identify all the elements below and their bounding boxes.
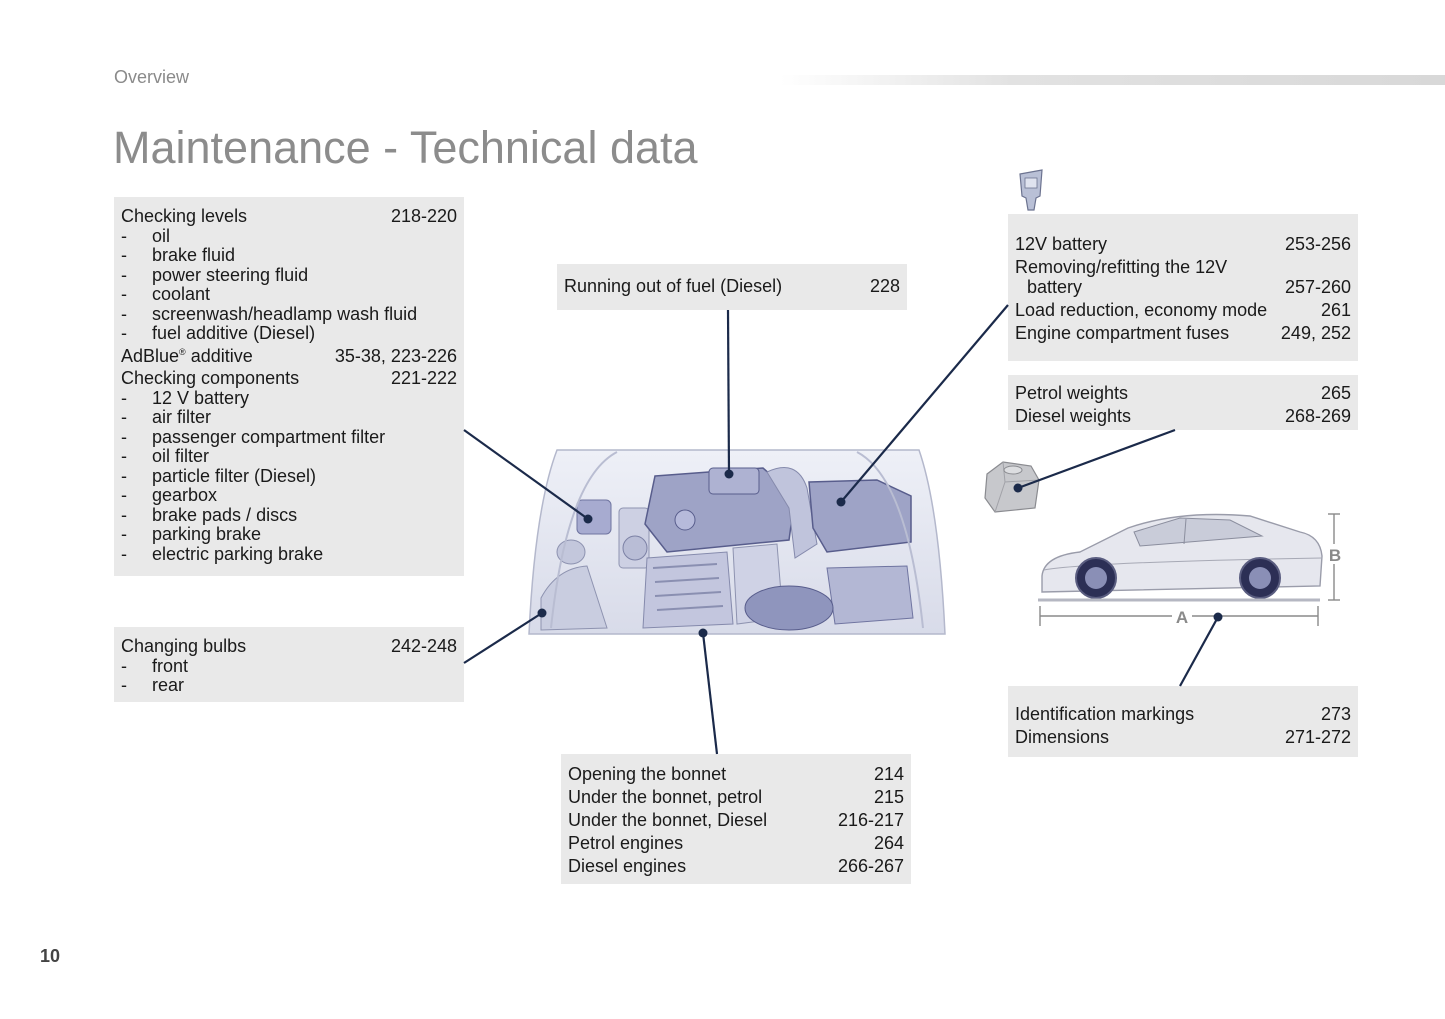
list-item: - gearbox — [121, 485, 218, 505]
list-item: - parking brake — [121, 524, 262, 544]
battery-row: 12V battery 253-256 — [1015, 234, 1351, 254]
list-item: - oil filter — [121, 446, 210, 466]
list-item: - oil — [121, 225, 171, 246]
bonnet-row: Opening the bonnet 214 — [568, 764, 904, 784]
petrol-weights-row: Petrol weights 265 — [1015, 383, 1351, 403]
load-reduction-row: Load reduction, economy mode 261 — [1015, 300, 1351, 320]
dimensions-row: Dimensions 271-272 — [1015, 727, 1351, 747]
checking-levels-label: Checking levels — [121, 206, 248, 226]
list-item: - air filter — [121, 407, 212, 427]
list-item: - front — [121, 655, 189, 676]
bonnet-row: Diesel engines 266-267 — [568, 856, 904, 876]
refit-battery-row: Removing/refitting the 12V battery 257-260 — [1015, 257, 1351, 297]
bonnet-row: Under the bonnet, petrol 215 — [568, 787, 904, 807]
bulbs-label: Changing bulbs — [121, 636, 247, 656]
page-number: 10 — [40, 946, 61, 966]
adblue-pages: 35-38, 223-226 — [334, 345, 457, 366]
list-item: - electric parking brake — [121, 543, 324, 564]
bonnet-row: Under the bonnet, Diesel 216-217 — [568, 810, 904, 830]
diesel-weights-row: Diesel weights 268-269 — [1015, 406, 1351, 426]
checking-levels-pages: 218-220 — [390, 206, 457, 226]
fuel-label: Running out of fuel (Diesel) — [564, 276, 783, 296]
list-item: - coolant — [121, 284, 211, 304]
page-title: Maintenance - Technical data — [113, 122, 698, 173]
section-label: Overview — [114, 67, 190, 87]
list-item: - fuel additive (Diesel) — [121, 323, 316, 343]
checking-components-label: Checking components — [121, 368, 300, 388]
list-item: - power steering fluid — [121, 264, 309, 285]
bulbs-pages: 242-248 — [390, 636, 457, 656]
list-item: - brake fluid — [121, 245, 236, 265]
bonnet-row: Petrol engines 264 — [568, 833, 904, 853]
list-item: - particle filter (Diesel) — [121, 465, 317, 486]
list-item: - 12 V battery — [121, 387, 250, 408]
dim-a-label: A — [1175, 608, 1189, 627]
fuel-pages: 228 — [869, 276, 900, 296]
fuses-row: Engine compartment fuses 249, 252 — [1015, 323, 1351, 343]
list-item: - rear — [121, 675, 185, 695]
identification-row: Identification markings 273 — [1015, 704, 1351, 724]
list-item: - brake pads / discs — [121, 504, 298, 525]
list-item: - passenger compartment filter — [121, 426, 386, 447]
adblue-label: AdBlue® additive — [121, 345, 253, 366]
list-item: - screenwash/headlamp wash fluid — [121, 303, 418, 324]
checking-components-pages: 221-222 — [390, 368, 457, 388]
dim-b-label: B — [1328, 546, 1342, 565]
